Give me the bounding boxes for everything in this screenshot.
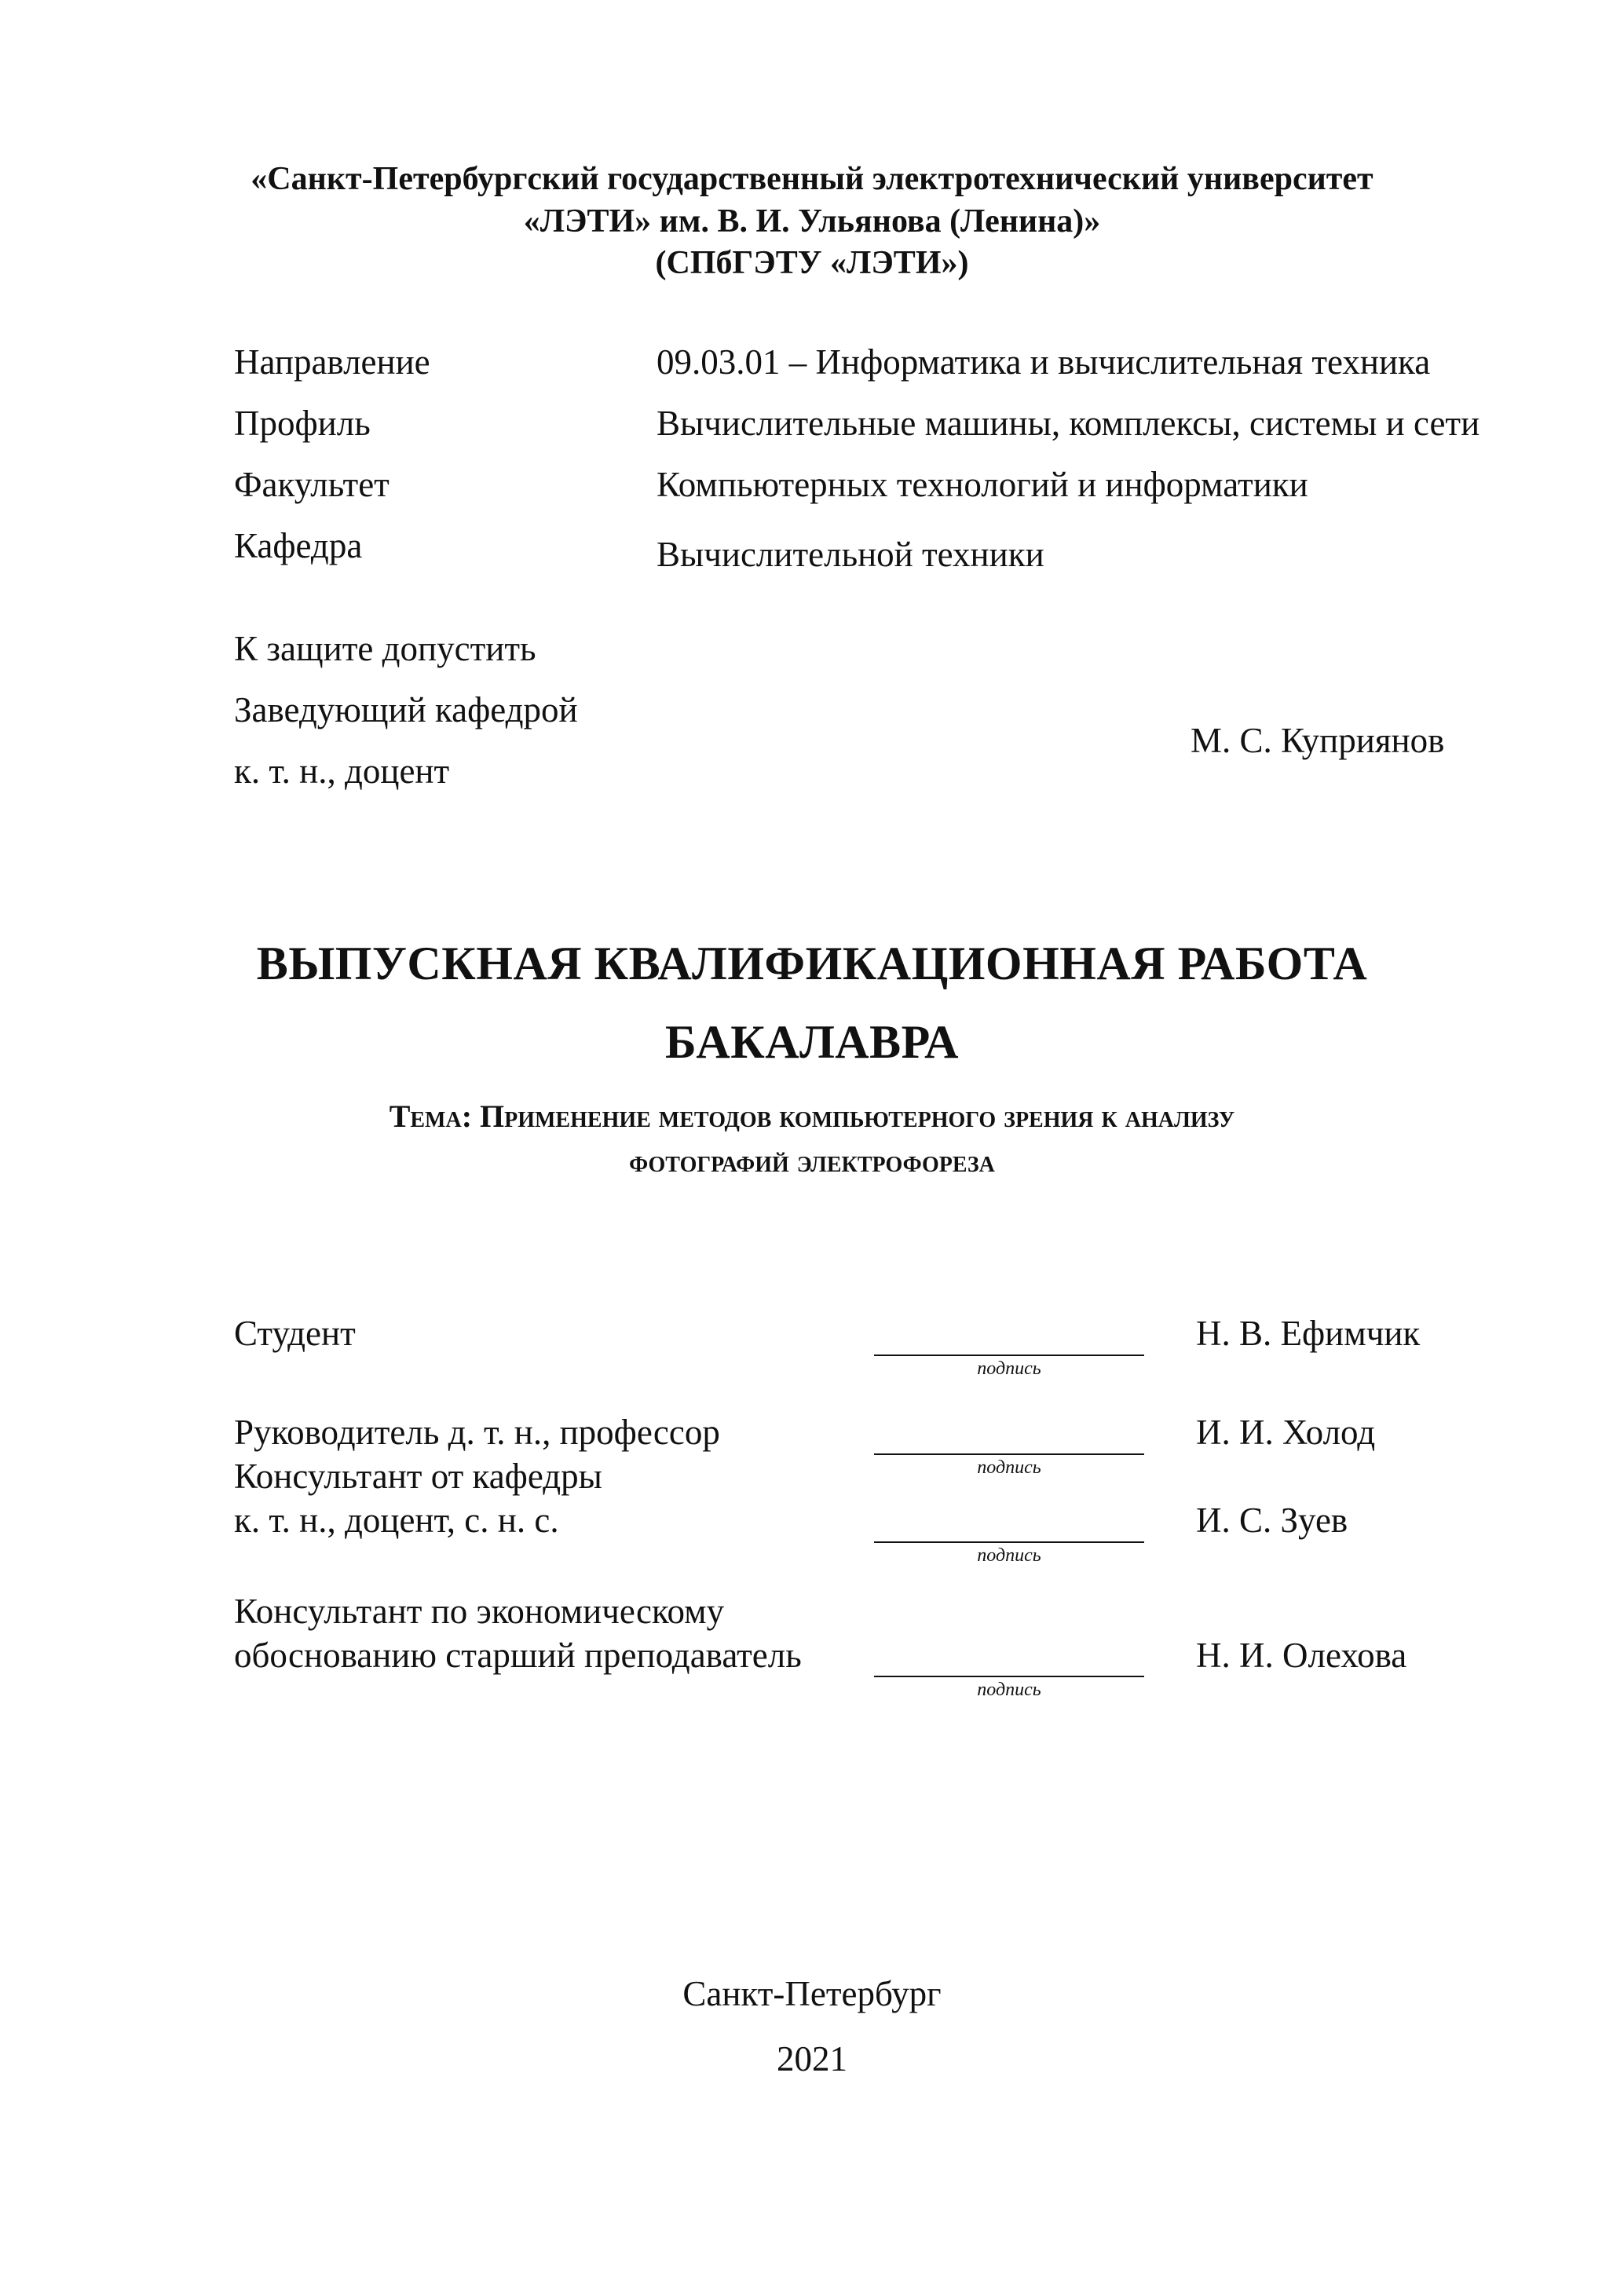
faculty-value: Компьютерных технологий и информатики xyxy=(657,465,1308,504)
consultant-name: И. С. Зуев xyxy=(1196,1501,1348,1540)
econ-consultant-label-line-2: обоснованию старший преподаватель xyxy=(234,1636,802,1675)
university-name-line-2: «ЛЭТИ» им. В. И. Ульянова (Ленина)» xyxy=(523,203,1101,239)
university-abbreviation: (СПбГЭТУ «ЛЭТИ») xyxy=(655,245,969,281)
approval-line-3: к. т. н., доцент xyxy=(234,751,450,791)
head-of-department-name: М. С. Куприянов xyxy=(1191,721,1445,760)
city: Санкт-Петербург xyxy=(682,1974,942,2013)
approval-line-1: К защите допустить xyxy=(234,629,536,668)
student-signature-line xyxy=(874,1355,1144,1356)
department-label: Кафедра xyxy=(234,526,363,565)
consultant-label-line-1: Консультант от кафедры xyxy=(234,1457,602,1496)
approval-line-2: Заведующий кафедрой xyxy=(234,690,578,729)
direction-label: Направление xyxy=(234,342,430,382)
supervisor-name: И. И. Холод xyxy=(1196,1413,1376,1452)
year: 2021 xyxy=(777,2039,847,2078)
consultant-signature-line xyxy=(874,1541,1144,1543)
econ-consultant-signature-caption: подпись xyxy=(977,1680,1041,1700)
supervisor-signature-line xyxy=(874,1453,1144,1455)
profile-label: Профиль xyxy=(234,404,371,443)
topic-line-2: фотографий электрофореза xyxy=(629,1143,995,1179)
consultant-signature-caption: подпись xyxy=(977,1545,1041,1566)
direction-value: 09.03.01 – Информатика и вычислительная техника xyxy=(657,342,1431,382)
topic-line-1: Тема: Применение методов компьютерного зрения к анализу xyxy=(389,1099,1235,1134)
student-name: Н. В. Ефимчик xyxy=(1196,1314,1421,1353)
econ-consultant-label-line-1: Консультант по экономическому xyxy=(234,1592,725,1631)
supervisor-signature-caption: подпись xyxy=(977,1457,1041,1478)
work-title-line-1: ВЫПУСКНАЯ КВАЛИФИКАЦИОННАЯ РАБОТА xyxy=(256,938,1368,989)
faculty-label: Факультет xyxy=(234,465,390,504)
work-title-line-2: БАКАЛАВРА xyxy=(665,1016,959,1068)
department-value: Вычислительной техники xyxy=(657,535,1044,574)
econ-consultant-signature-line xyxy=(874,1676,1144,1677)
consultant-label-line-2: к. т. н., доцент, с. н. с. xyxy=(234,1501,559,1540)
student-label: Студент xyxy=(234,1314,356,1353)
econ-consultant-name: Н. И. Олехова xyxy=(1196,1636,1407,1675)
university-name-line-1: «Санкт-Петербургский государственный электротехнический университет xyxy=(251,161,1373,197)
profile-value: Вычислительные машины, комплексы, системы и сети xyxy=(657,404,1480,443)
supervisor-label: Руководитель д. т. н., профессор xyxy=(234,1413,720,1452)
student-signature-caption: подпись xyxy=(977,1358,1041,1379)
